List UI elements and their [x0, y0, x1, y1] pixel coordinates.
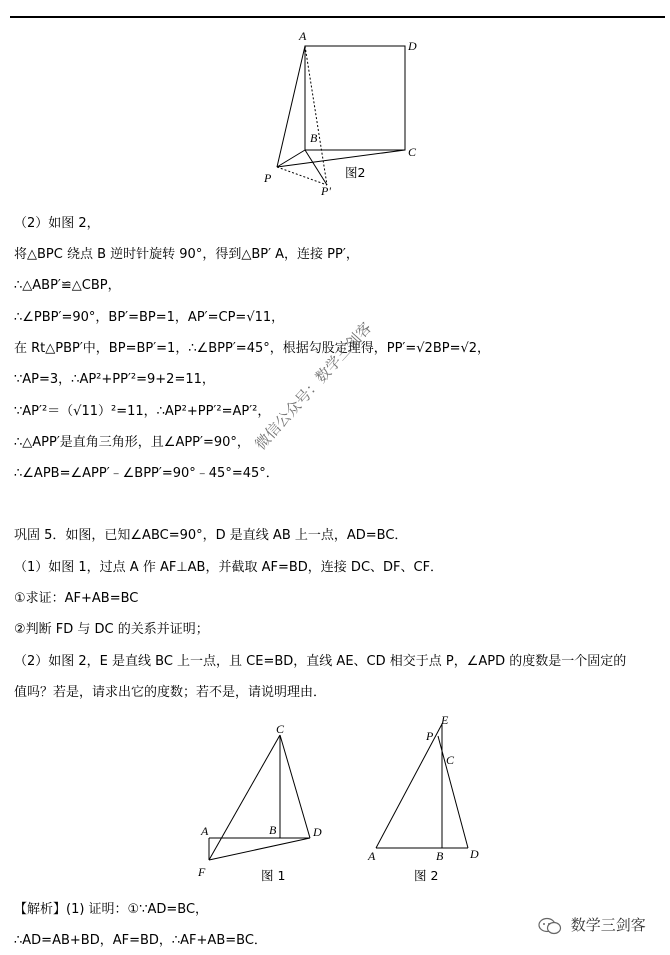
figure-2: [360, 710, 490, 890]
label-B: B: [436, 849, 444, 863]
problem-line-5: （2）如图 2，E 是直线 BC 上一点，且 CE=BD，直线 AE、CD 相交于点 P，∠APD 的度数是一个固定的: [14, 654, 627, 669]
problem-line-2: （1）如图 1，过点 A 作 AF⊥AB，并截取 AF=BD，连接 DC、DF、CF．: [14, 560, 444, 575]
label-C: C: [446, 753, 455, 767]
label-P: P: [426, 729, 434, 743]
figure-caption: 图2: [345, 165, 366, 180]
label-B: B: [310, 131, 318, 145]
top-rule: [10, 16, 665, 18]
figure-1: [195, 720, 335, 890]
segment-FC: [209, 735, 280, 860]
problem-line-1: 巩固 5．如图，已知∠ABC=90°，D 是直线 AB 上一点，AD=BC．: [14, 528, 408, 543]
analysis-line-2: ∴AD=AB+BD，AF=BD，∴AF+AB=BC．: [14, 933, 267, 948]
label-D: D: [313, 825, 322, 839]
logo-text: 数学三剑客: [570, 916, 646, 934]
solution-line-4: ∴∠PBP′=90°，BP′=BP=1，AP′=CP=√11，: [14, 310, 285, 325]
label-C: C: [276, 722, 285, 736]
solution-line-7: ∵AP′²＝（√11）²=11，∴AP²+PP′²=AP′²，: [14, 404, 271, 419]
label-E: E: [441, 713, 449, 727]
solution-line-1: （2）如图 2，: [14, 216, 100, 231]
segment-PP-prime: [277, 167, 327, 185]
label-D: D: [470, 847, 479, 861]
segment-BP-prime: [305, 150, 327, 185]
figure-2-caption: 图 2: [414, 868, 439, 883]
solution-line-8: ∴△APP′是直角三角形，且∠APP′=90°，: [14, 435, 250, 450]
solution-line-6: ∵AP=3，∴AP²+PP′²=9+2=11，: [14, 372, 215, 387]
label-C: C: [408, 145, 417, 159]
segment-AP: [277, 46, 305, 167]
solution-line-9: ∴∠APB=∠APP′﹣∠BPP′=90°﹣45°=45°．: [14, 466, 279, 481]
segment-CD: [280, 735, 310, 838]
segment-FD: [209, 838, 310, 860]
segment-AP-prime: [305, 46, 327, 185]
watermark: 微信公众号：数学三剑客: [251, 318, 376, 454]
label-B: B: [269, 823, 277, 837]
label-A: A: [299, 29, 307, 43]
figure-rotation-square: [255, 25, 425, 200]
label-P-prime: P': [321, 184, 331, 198]
label-A: A: [368, 849, 376, 863]
label-A: A: [201, 824, 209, 838]
label-P: P: [264, 171, 272, 185]
problem-line-3: ①求证：AF+AB=BC: [14, 591, 139, 606]
segment-PB: [277, 150, 305, 167]
solution-line-2: 将△BPC 绕点 B 逆时针旋转 90°，得到△BP′ A，连接 PP′，: [14, 247, 359, 262]
analysis-line-1: 【解析】(1) 证明：①∵AD=BC，: [14, 902, 209, 917]
label-F: F: [198, 865, 206, 879]
solution-line-5: 在 Rt△PBP′中，BP=BP′=1，∴∠BPP′=45°，根据勾股定理得，PP′=√2BP=√2，: [14, 341, 491, 356]
segment-PC: [277, 150, 405, 167]
wechat-icon: [538, 917, 562, 935]
problem-line-4: ②判断 FD 与 DC 的关系并证明；: [14, 622, 209, 637]
solution-line-3: ∴△ABP′≌△CBP，: [14, 278, 121, 293]
label-D: D: [408, 39, 417, 53]
wechat-logo: [538, 914, 646, 935]
problem-line-6: 值吗？若是，请求出它的度数；若不是，请说明理由．: [14, 685, 327, 700]
square-ABCD: [305, 46, 405, 150]
figure-1-caption: 图 1: [261, 868, 286, 883]
